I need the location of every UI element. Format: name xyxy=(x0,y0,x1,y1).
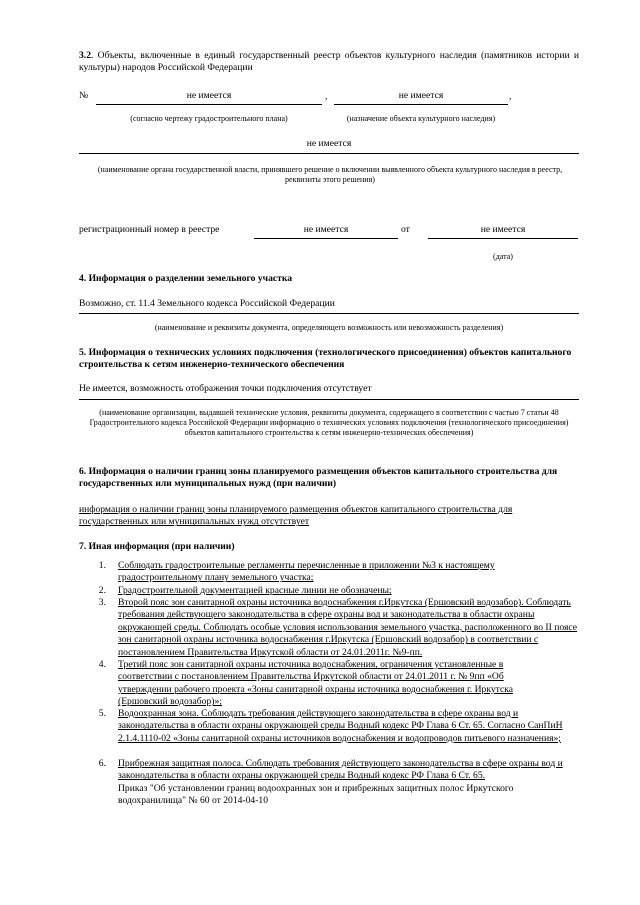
section-5-text: Не имеется, возможность отображения точки подключения отсутствует xyxy=(79,383,372,394)
list-item-extra-text: Приказ "Об установлении границ водоохранных зон и прибрежных защитных полос Иркутского водохранилища" № 60 от 2014-04-10 xyxy=(118,783,514,807)
list-item-number: 1. xyxy=(98,560,106,571)
registration-label: регистрационный номер в реестре xyxy=(79,224,220,235)
from-label: от xyxy=(401,224,410,235)
list-item-number: 3. xyxy=(98,597,106,608)
list-item-number: 5. xyxy=(98,708,106,719)
section-3-2-heading xyxy=(79,50,579,75)
registration-line xyxy=(254,238,398,239)
date-value: не имеется xyxy=(480,224,526,235)
section-heading-text: . Объекты, включенные в единый государственный реестр объектов культурного наследия (памятников истории и культуры) народов Российской Федерации xyxy=(79,50,579,74)
list-item-text: Водоохранная зона. Соблюдать требования действующего законодательства в сфере охраны вод и законодательства в области охраны окружающей среды Водный кодекс РФ Глава 6 Ст. 65. Согласно СанПиН 2.1.4.1110-02 «Зоны санитарной охраны источников водоснабжения и водопроводов питьевого назначения»; xyxy=(118,708,563,744)
list-item-number: 4. xyxy=(98,659,106,670)
date-line xyxy=(428,238,578,239)
section-4-heading: 4. Информация о разделении земельного участка xyxy=(79,273,293,284)
authority-value: не имеется xyxy=(306,138,352,149)
list-item-text: Третий пояс зон санитарной охраны источника водоснабжения, ограничения установленные в соответствии с постановлением Правительства Иркутской области от 24.01.2011 г. № 9пп «Об утверждении рабочего проекта «Зоны санитарной охраны источника водоснабжения г. Иркутска (Ершовский водозабор)»; xyxy=(118,659,513,708)
section-5-heading: 5. Информация о технических условиях подключения (технологического присоединения) объектов капитального строительства к сетям инженерно-технического обеспечения xyxy=(79,347,572,371)
comma-separator: , xyxy=(509,91,512,102)
registration-value: не имеется xyxy=(303,224,349,235)
caption-drawing: (согласно чертежу градостроительного плана) xyxy=(130,114,288,123)
section-6-heading: 6. Информация о наличии границ зоны планируемого размещения объектов капитального строительства для государственных или муниципальных нужд (при наличии) xyxy=(79,466,558,490)
list-item-text: Прибрежная защитная полоса. Соблюдать требования действующего законодательства в сфере охраны вод и законодательства в области охраны окружающей среды Водный кодекс РФ Глава 6 Ст. 65. xyxy=(118,758,563,782)
list-item-number: 6. xyxy=(98,758,106,769)
caption-object-purpose: (назначение объекта культурного наследия) xyxy=(346,114,496,123)
list-item-text: Градостроительной документацией красные линии не обозначены; xyxy=(118,585,392,596)
list-item-text: Соблюдать градостроительные регламенты перечисленные в приложении №3 к настоящему градостроительному плану земельного участка; xyxy=(118,560,495,584)
object-purpose-line xyxy=(334,104,508,105)
number-sign: № xyxy=(79,90,89,101)
section-5-caption: (наименование организации, выдавшей технические условия, реквизиты документа, содержащего в соответствии с частью 7 статьи 48 Градостроительного кодекса Российской Федерации информацию о технических условиях подключения (технологического присоединения) объектов капитального строительства к сетям инженерно-технических обеспечения) xyxy=(89,408,569,437)
object-number-line xyxy=(96,104,322,105)
caption-authority: (наименование органа государственной власти, принявшего решение о включении выявленного объекта культурного наследия в реестр, реквизиты этого решения) xyxy=(97,165,563,184)
section-6-text: информация о наличии границ зоны планируемого размещения объектов капитального строительства для государственных или муниципальных нужд отсутствует xyxy=(79,504,513,528)
section-5-line xyxy=(79,399,579,400)
caption-date: (дата) xyxy=(493,252,513,261)
section-4-line xyxy=(79,313,579,314)
list-item-text: Второй пояс зон санитарной охраны источника водоснабжения г.Иркутска (Ершовский водозабор). Соблюдать требования действующего законодательства в сфере охраны вод и законодательства в области охраны окружающей среды. Соблюдать особые условия использования земельного участка, расположенного во II поясе зон санитарной охраны источника водоснабжения г.Иркутска (Ершовский водозабор) в соответствии с постановлением Правительства Иркутской области от 24.01.2011г. №9-пп. xyxy=(118,597,578,658)
object-purpose-value: не имеется xyxy=(398,90,444,101)
comma-separator: , xyxy=(325,91,328,102)
section-4-caption: (наименование и реквизиты документа, определяющего возможность или невозможность разделения) xyxy=(154,323,504,332)
object-number-value: не имеется xyxy=(186,90,232,101)
section-7-heading: 7. Иная информация (при наличии) xyxy=(79,541,235,552)
section-4-text: Возможно, ст. 11.4 Земельного кодекса Российской Федерации xyxy=(79,298,335,309)
list-item-number: 2. xyxy=(98,585,106,596)
section-number: 3.2 xyxy=(79,50,91,61)
authority-line xyxy=(79,153,579,154)
